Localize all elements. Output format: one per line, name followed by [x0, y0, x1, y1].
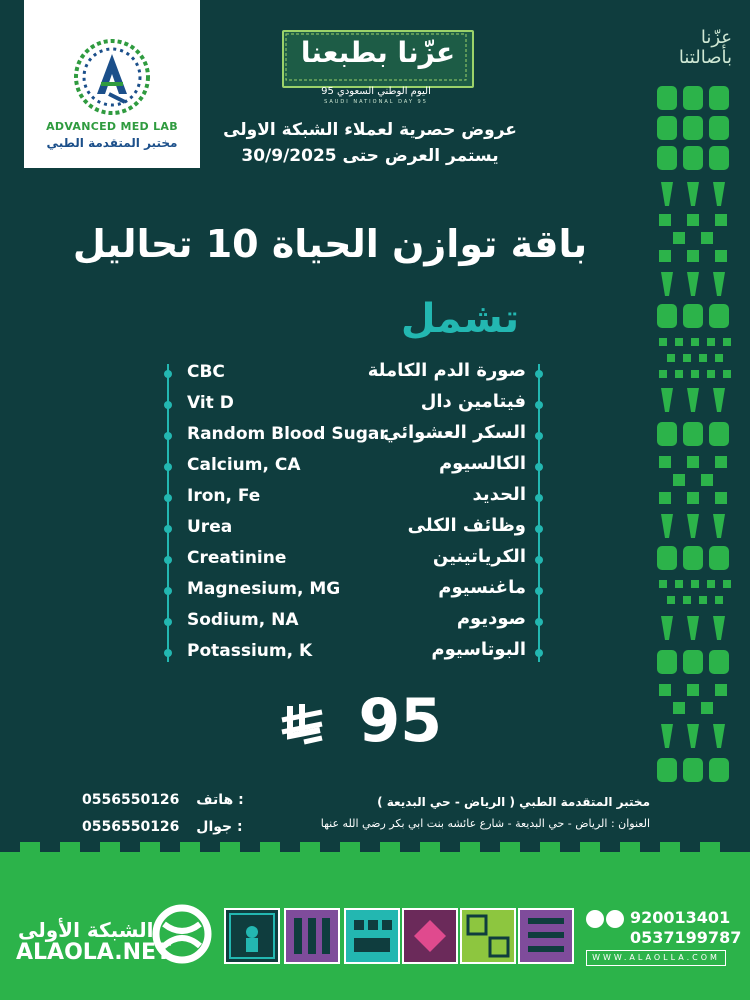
bullet-dot-icon: [535, 432, 543, 440]
test-name-en: Calcium, CA: [187, 455, 301, 475]
test-name-en: Urea: [187, 517, 233, 537]
bullet-dot-icon: [164, 649, 172, 657]
alaola-phone-1[interactable]: 920013401: [630, 908, 731, 927]
alaola-phone-2[interactable]: 0537199787: [630, 928, 742, 947]
test-name-ar: الكالسيوم: [438, 453, 526, 474]
bullet-dot-icon: [535, 494, 543, 502]
lab-logo-card: [24, 0, 200, 168]
mobile-number[interactable]: 0556550126: [82, 819, 180, 835]
bullet-dot-icon: [164, 494, 172, 502]
bullet-dot-icon: [164, 432, 172, 440]
vase-pattern-icon: [226, 910, 278, 962]
test-name-ar: وظائف الكلى: [407, 515, 526, 536]
test-row: [160, 639, 552, 669]
bullet-dot-icon: [535, 556, 543, 564]
test-name-ar: ماغنسيوم: [438, 577, 526, 598]
test-name-en: Sodium, NA: [187, 610, 299, 630]
test-row: [160, 360, 552, 390]
bullet-dot-icon: [164, 618, 172, 626]
test-row: [160, 608, 552, 638]
alaola-contacts: [584, 906, 742, 966]
national-day-english: SAUDI NATIONAL DAY 95: [324, 99, 428, 105]
test-name-en: Vit D: [187, 393, 234, 413]
pattern-tile: [402, 908, 458, 964]
offer-line-2: يستمر العرض حتى 30/9/2025: [241, 146, 499, 166]
phone-number[interactable]: 0556550126: [82, 792, 180, 808]
test-row: [160, 453, 552, 483]
tagline-line1: عزّنا: [700, 27, 732, 48]
alaola-name-en: ALAOLA.NET: [16, 940, 172, 965]
test-name-ar: صورة الدم الكاملة: [367, 360, 526, 381]
squares-pattern-icon: [462, 910, 514, 962]
bullet-dot-icon: [164, 556, 172, 564]
pattern-tile: [224, 908, 280, 964]
bullet-dot-icon: [535, 370, 543, 378]
lab-name-ar: مختبر المتقدمة الطبي: [46, 136, 178, 150]
bullet-dot-icon: [535, 649, 543, 657]
mobile-label: جوال :: [196, 819, 243, 835]
phone-label: هاتف :: [196, 792, 244, 808]
national-day-subtitle: اليوم الوطني السعودي 95: [321, 86, 431, 97]
pattern-tile: [284, 908, 340, 964]
grid-pattern-icon: [286, 910, 338, 962]
bullet-dot-icon: [535, 401, 543, 409]
test-row: [160, 515, 552, 545]
alaola-logo-icon: [150, 902, 214, 966]
lab-address-title: مختبر المتقدمة الطبي ( الرياض - حي البديعة ): [377, 795, 650, 809]
price-amount: 95: [358, 686, 442, 756]
bullet-dot-icon: [164, 463, 172, 471]
diamond-pattern-icon: [404, 910, 456, 962]
bullet-dot-icon: [164, 401, 172, 409]
bullet-dot-icon: [164, 525, 172, 533]
test-name-ar: فيتامين دال: [420, 391, 526, 412]
figures-pattern-icon: [346, 910, 398, 962]
test-name-en: CBC: [187, 362, 225, 382]
test-row: [160, 391, 552, 421]
includes-label: تشمل: [400, 296, 520, 342]
contact-phone: [82, 792, 244, 808]
national-day-title: عزّنا بطبعنا: [300, 36, 456, 69]
lab-address-detail: العنوان : الرياض - حي البديعة - شارع عائشه بنت ابي بكر رضي الله عنها: [320, 817, 650, 830]
alaola-website-link[interactable]: WWW.ALAOLLA.COM: [586, 950, 726, 966]
package-title: باقة توازن الحياة 10 تحاليل: [72, 222, 588, 266]
saudi-riyal-icon: [280, 702, 324, 746]
test-name-en: Iron, Fe: [187, 486, 261, 506]
test-row: [160, 422, 552, 452]
test-row: [160, 577, 552, 607]
bullet-dot-icon: [164, 370, 172, 378]
sadu-pattern-icon: [655, 82, 735, 802]
test-row: [160, 484, 552, 514]
test-name-en: Creatinine: [187, 548, 287, 568]
contact-mobile: [82, 819, 243, 835]
national-day-badge: [282, 30, 474, 88]
bullet-dot-icon: [535, 587, 543, 595]
pattern-tile: [344, 908, 400, 964]
lab-dna-logo-icon: [71, 36, 153, 118]
test-name-ar: صوديوم: [456, 608, 526, 629]
test-row: [160, 546, 552, 576]
bullet-dot-icon: [535, 618, 543, 626]
tagline: [632, 28, 732, 68]
tagline-line2: بأصالتنا: [678, 47, 732, 68]
alaola-name-ar: الشبكة الأولى: [18, 918, 154, 942]
tests-list: [160, 360, 552, 670]
test-name-ar: الكرياتينين: [432, 546, 526, 567]
phone-icon: [606, 910, 624, 928]
test-name-en: Magnesium, MG: [187, 579, 341, 599]
lab-name-en: ADVANCED MED LAB: [46, 120, 178, 133]
price: [272, 686, 472, 760]
bars-pattern-icon: [520, 910, 572, 962]
test-name-ar: البوتاسيوم: [431, 639, 526, 660]
test-name-ar: السكر العشوائي: [382, 422, 526, 443]
test-name-ar: الحديد: [472, 484, 526, 505]
test-name-en: Potassium, K: [187, 641, 313, 661]
whatsapp-icon: [586, 910, 604, 928]
test-name-en: Random Blood Sugar: [187, 424, 388, 444]
bullet-dot-icon: [164, 587, 172, 595]
bullet-dot-icon: [535, 525, 543, 533]
offer-line-1: عروض حصرية لعملاء الشبكة الاولى: [223, 120, 517, 140]
pattern-tile: [460, 908, 516, 964]
bullet-dot-icon: [535, 463, 543, 471]
pattern-tile: [518, 908, 574, 964]
